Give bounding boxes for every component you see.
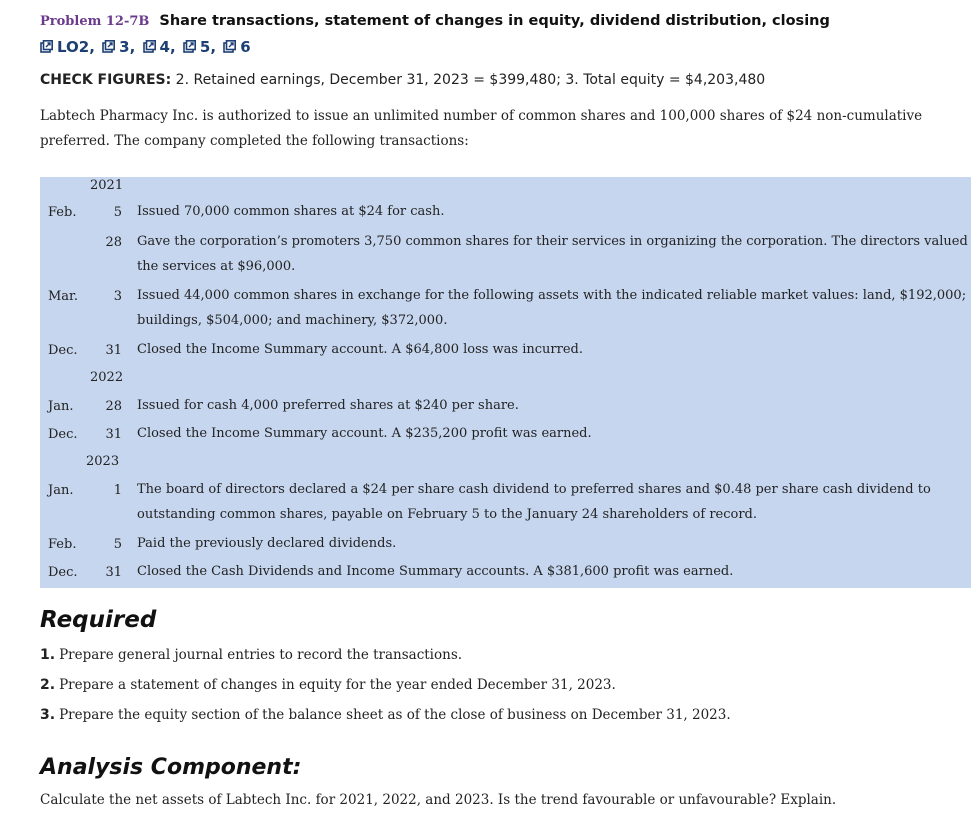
transaction-day: 31 <box>105 565 122 580</box>
year-label: 2021 <box>90 178 124 193</box>
transaction-month: Mar. <box>48 289 78 304</box>
transaction-desc: Paid the previously declared dividends. <box>137 536 397 551</box>
lo-label: 5, <box>199 38 217 56</box>
year-label: 2023 <box>86 454 120 469</box>
problem-number: Problem 12-7B <box>40 14 150 29</box>
required-item-number: 3. <box>40 707 56 723</box>
transaction-month: Dec. <box>48 343 78 358</box>
transaction-month: Jan. <box>48 399 74 414</box>
lo-link-2[interactable] <box>40 37 95 57</box>
transaction-day: 28 <box>105 235 122 250</box>
transactions-table <box>40 177 971 588</box>
lo-label: 3, <box>119 38 136 56</box>
transaction-month: Dec. <box>48 565 78 580</box>
transaction-day: 1 <box>113 483 122 498</box>
lo-link-4[interactable] <box>143 37 176 57</box>
required-item-text: Prepare a statement of changes in equity for the year ended December 31, 2023. <box>59 677 616 693</box>
required-heading: Required <box>40 607 157 633</box>
lo-label: 4, <box>159 38 176 56</box>
lo-label: 6 <box>240 38 251 56</box>
check-figures <box>40 72 960 88</box>
external-link-icon <box>40 40 53 53</box>
transaction-month: Dec. <box>48 427 78 442</box>
check-figures-label: CHECK FIGURES: <box>40 72 172 88</box>
lo-link-5[interactable] <box>183 37 216 57</box>
problem-title-line <box>40 10 970 32</box>
required-item <box>40 674 960 704</box>
problem-title: Share transactions, statement of changes in equity, dividend distribution, closing <box>159 13 830 29</box>
external-link-icon <box>223 40 236 53</box>
required-item-number: 2. <box>40 677 56 693</box>
analysis-text: Calculate the net assets of Labtech Inc. for 2021, 2022, and 2023. Is the trend favourable or unfavourable? Explain. <box>40 792 837 808</box>
transaction-desc: Gave the corporation’s promoters 3,750 common shares for their services in organizing the corporation. The directors valued the services at $96,000. <box>137 234 968 274</box>
check-figures-text: 2. Retained earnings, December 31, 2023 = $399,480; 3. Total equity = $4,203,480 <box>175 72 766 88</box>
external-link-icon <box>143 40 156 53</box>
transaction-day: 5 <box>113 205 122 220</box>
transaction-desc: Issued 44,000 common shares in exchange for the following assets with the indicated reliable market values: land, $192,000; buildings, $504,000; and machinery, $372,000. <box>137 288 967 328</box>
external-link-icon <box>102 40 115 53</box>
learning-objectives <box>40 37 970 57</box>
transaction-day: 31 <box>105 343 122 358</box>
lo-label: LO2, <box>57 38 95 56</box>
lo-link-6[interactable] <box>223 37 250 57</box>
transaction-day: 3 <box>113 289 122 304</box>
required-item <box>40 704 960 734</box>
transaction-day: 5 <box>113 537 122 552</box>
intro-paragraph: Labtech Pharmacy Inc. is authorized to issue an unlimited number of common shares and 100,000 shares of $24 non-cumulative preferred. The company completed the following transactions: <box>40 108 923 149</box>
transaction-month: Feb. <box>48 537 77 552</box>
transaction-month: Feb. <box>48 205 77 220</box>
transaction-day: 28 <box>105 399 122 414</box>
transaction-desc: The board of directors declared a $24 per share cash dividend to preferred shares and $0.48 per share cash dividend to outstanding common shares, payable on February 5 to the January 24 shareholders of record. <box>137 482 931 522</box>
required-item <box>40 644 960 674</box>
transaction-desc: Closed the Cash Dividends and Income Summary accounts. A $381,600 profit was earned. <box>137 564 734 579</box>
transaction-day: 31 <box>105 427 122 442</box>
problem-header <box>40 10 970 57</box>
transaction-desc: Closed the Income Summary account. A $235,200 profit was earned. <box>137 426 592 441</box>
required-item-number: 1. <box>40 647 56 663</box>
transaction-desc: Issued 70,000 common shares at $24 for cash. <box>137 204 445 219</box>
year-label: 2022 <box>90 370 124 385</box>
required-item-text: Prepare general journal entries to record the transactions. <box>59 647 463 663</box>
external-link-icon <box>183 40 196 53</box>
analysis-heading: Analysis Component: <box>40 755 302 780</box>
transaction-month: Jan. <box>48 483 74 498</box>
required-list <box>40 644 960 734</box>
lo-link-3[interactable] <box>102 37 135 57</box>
required-item-text: Prepare the equity section of the balance sheet as of the close of business on December 31, 2023. <box>59 707 731 723</box>
transaction-desc: Closed the Income Summary account. A $64,800 loss was incurred. <box>137 342 583 357</box>
transaction-desc: Issued for cash 4,000 preferred shares at $240 per share. <box>137 398 519 413</box>
